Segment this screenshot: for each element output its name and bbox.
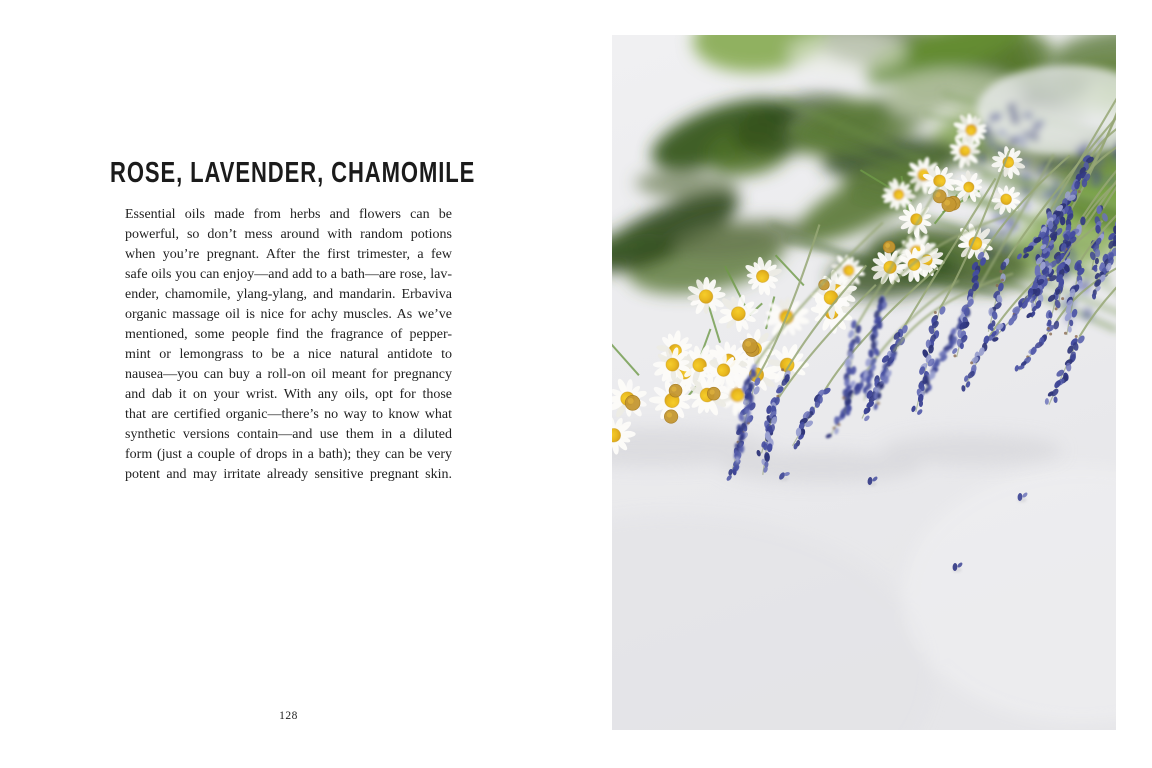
- page-number: 128: [279, 710, 298, 722]
- photo-chamomile-lavender: [612, 35, 1116, 730]
- body-line: synthetic versions contain—and use them in a diluted: [125, 427, 452, 442]
- body-line: powerful, so don’t mess around with random potions: [125, 227, 452, 242]
- body-line: that are certified organic—there’s no way to know what: [125, 407, 452, 422]
- body-line: potent and may irritate already sensitive pregnant skin.: [125, 467, 452, 482]
- body-line: when you’re pregnant. After the first trimester, a few: [125, 247, 452, 262]
- body-line: mentioned, some people find the fragrance of pepper-: [125, 327, 452, 342]
- body-line: and dab it on your wrist. With any oils, opt for those: [125, 387, 452, 402]
- right-page: [576, 0, 1152, 768]
- body-text: [125, 205, 452, 485]
- body-line: ender, chamomile, ylang-ylang, and mandarin. Erbaviva: [125, 287, 452, 302]
- body-line: Essential oils made from herbs and flowers can be: [125, 207, 452, 222]
- body-line: organic massage oil is nice for achy muscles. As we’ve: [125, 307, 452, 322]
- body-line: mint or lemongrass to be a nice natural antidote to: [125, 347, 452, 362]
- body-line: nausea—you can buy a roll-on oil meant for pregnancy: [125, 367, 452, 382]
- body-line: safe oils you can enjoy—and add to a bath—are rose, lav-: [125, 267, 452, 282]
- body-line: form (just a couple of drops in a bath); they can be very: [125, 447, 452, 462]
- chapter-heading: ROSE, LAVENDER, CHAMOMILE: [110, 157, 476, 190]
